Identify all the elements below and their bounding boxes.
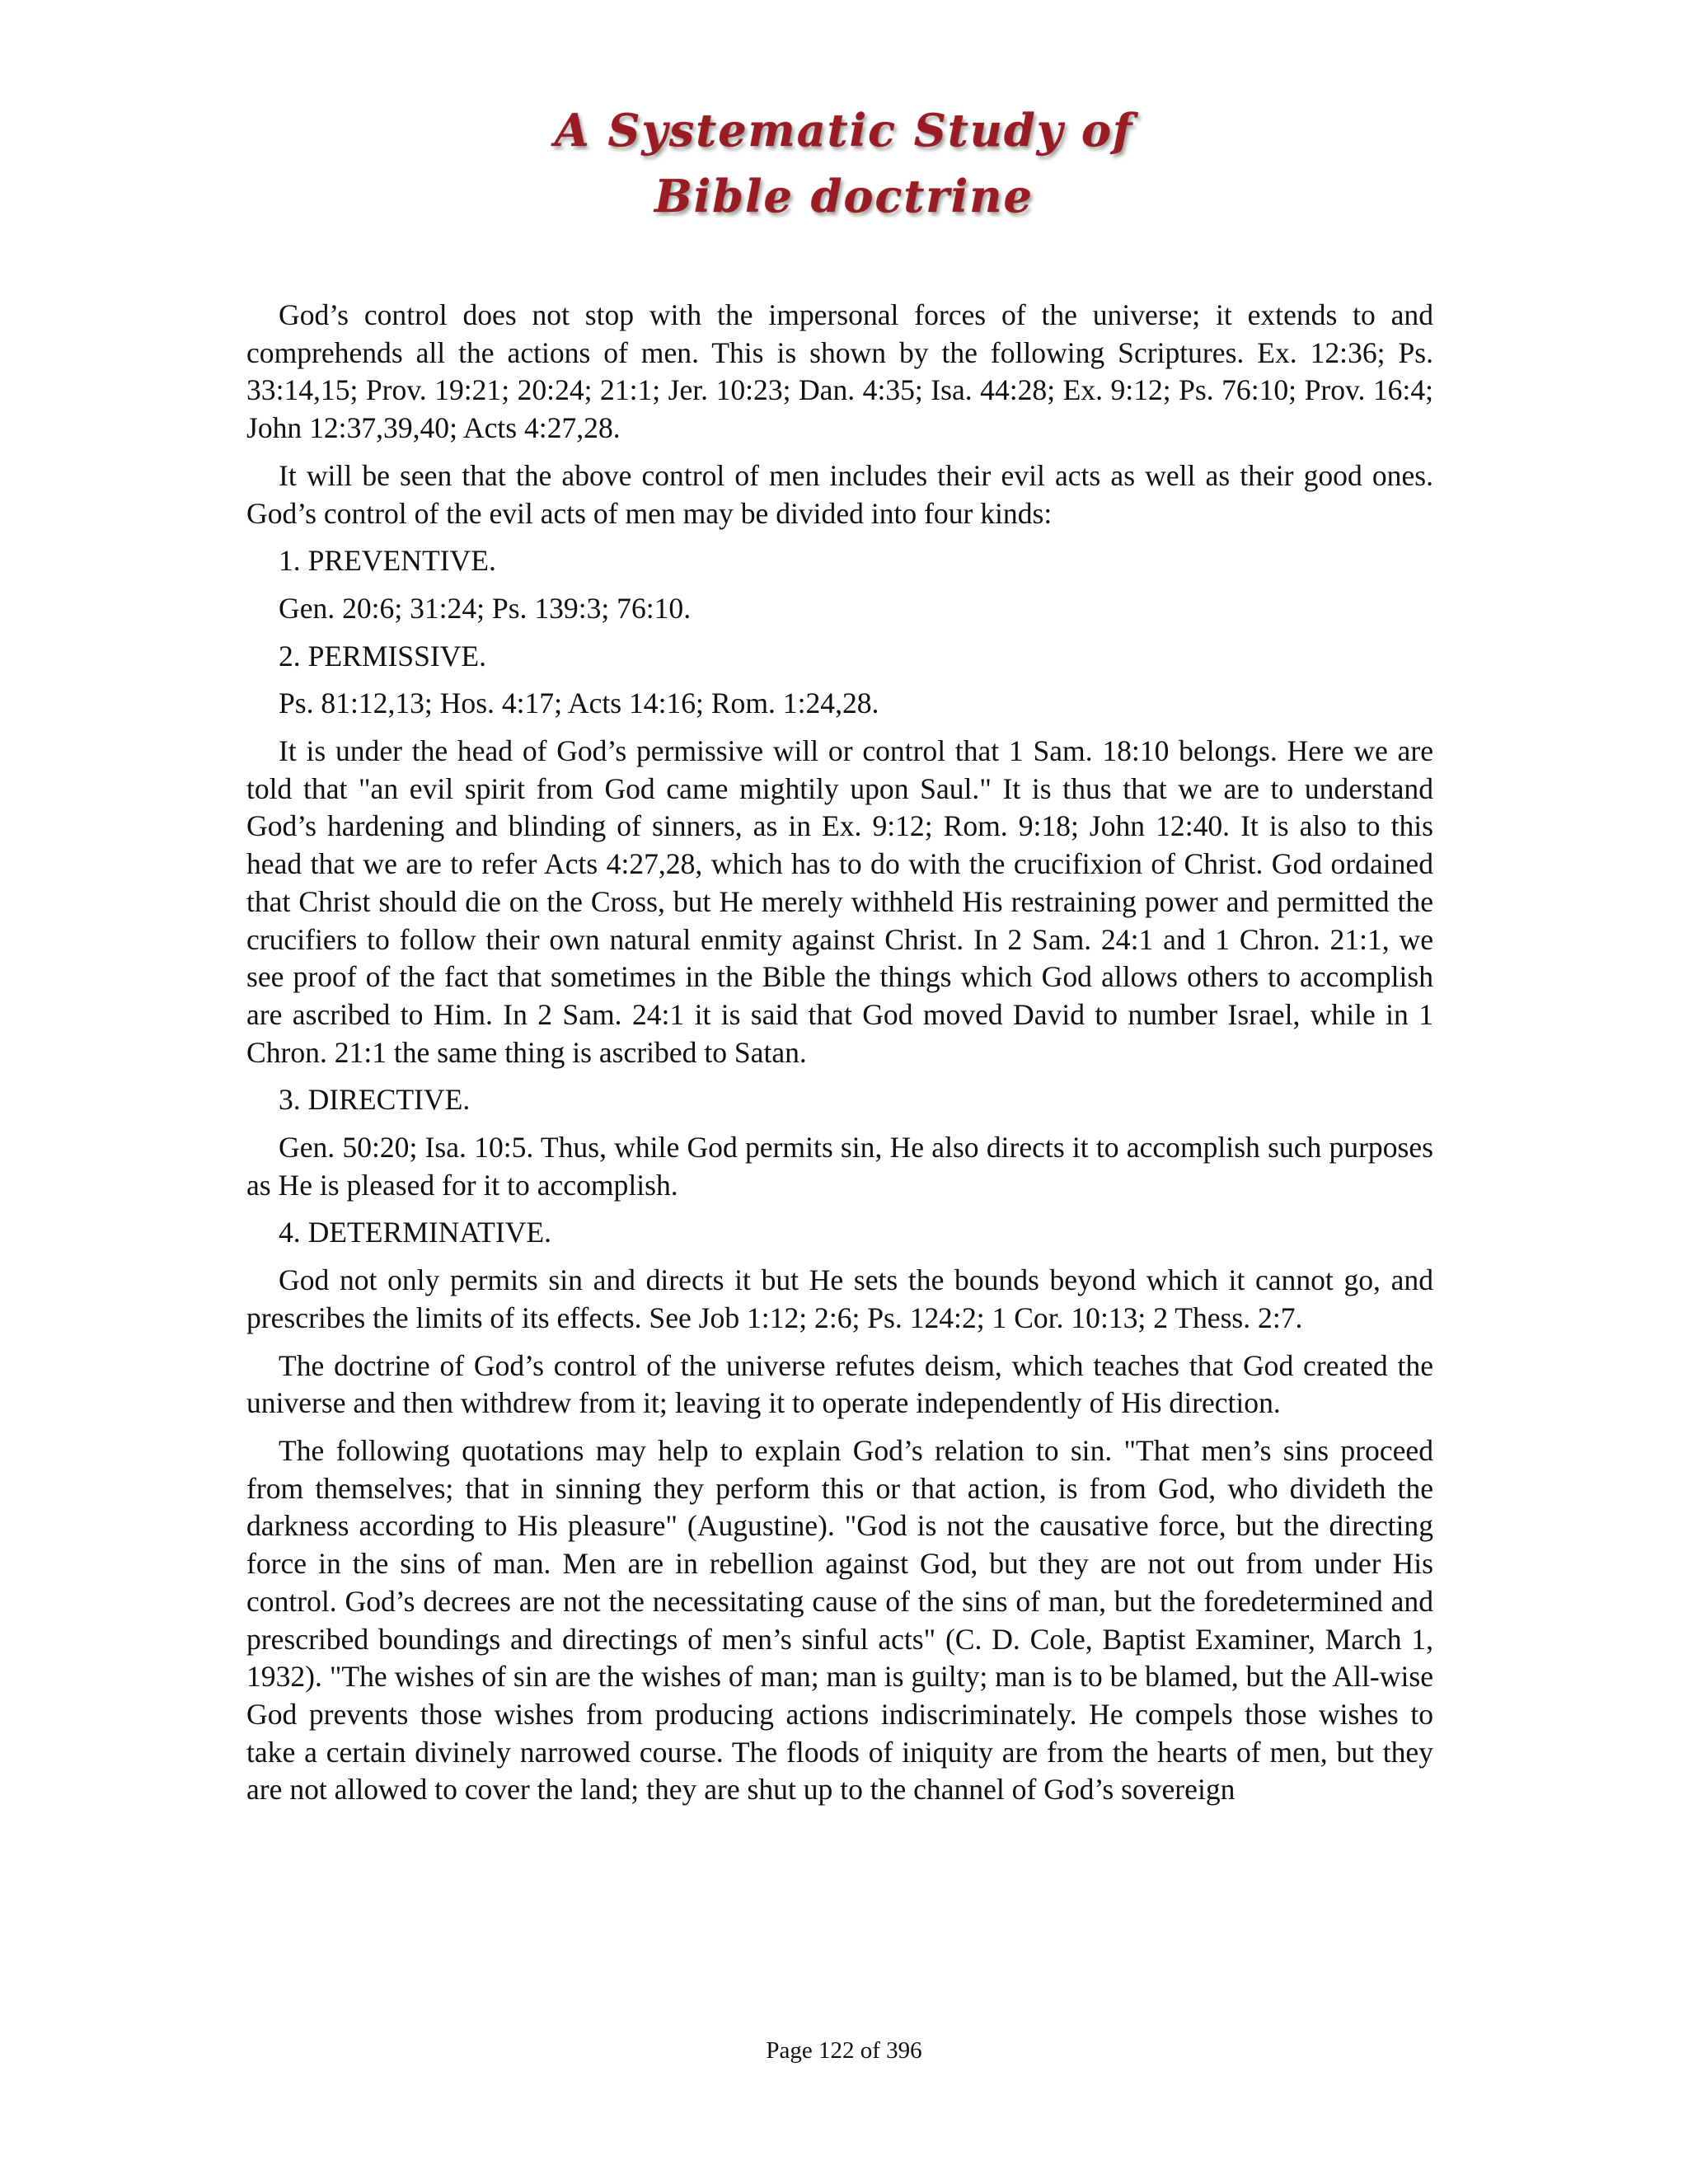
header-title-line-1: A Systematic Study of xyxy=(554,104,1134,157)
paragraph: God’s control does not stop with the impersonal forces of the universe; it extends to and comprehends all the actions of men. This is shown by the following Scriptures. Ex. 12:36; Ps. 33:14,15; Prov. 19:21; 20:24; 21:1; Jer. 10:23; Dan. 4:35; Isa. 44:28; Ex. 9:12; Ps. 76:10; Prov. 16:4; John 12:37,39,40; Acts 4:27,28. xyxy=(246,298,1433,445)
paragraph: Ps. 81:12,13; Hos. 4:17; Acts 14:16; Rom. 1:24,28. xyxy=(279,687,879,720)
paragraph: Gen. 20:6; 31:24; Ps. 139:3; 76:10. xyxy=(279,591,692,625)
section-heading-directive: 3. DIRECTIVE. xyxy=(279,1083,471,1117)
page-body xyxy=(246,297,1433,1819)
page-number: Page 122 of 396 xyxy=(766,2037,922,2064)
paragraph: God not only permits sin and directs it but He sets the bounds beyond which it cannot go, and prescribes the limits of its effects. See Job 1:12; 2:6; Ps. 124:2; 1 Cor. 10:13; 2 Thess. 2:7. xyxy=(246,1263,1433,1334)
section-heading-permissive: 2. PERMISSIVE. xyxy=(279,639,487,673)
paragraph: The doctrine of God’s control of the universe refutes deism, which teaches that God created the universe and then withdrew from it; leaving it to operate independently of His direction. xyxy=(246,1348,1433,1420)
paragraph: Gen. 50:20; Isa. 10:5. Thus, while God permits sin, He also directs it to accomplish such purposes as He is pleased for it to accomplish. xyxy=(246,1131,1433,1202)
page-header xyxy=(0,97,1688,229)
section-heading-preventive: 1. PREVENTIVE. xyxy=(279,544,496,578)
header-title-line-2: Bible doctrine xyxy=(654,170,1034,223)
paragraph: It is under the head of God’s permissive will or control that 1 Sam. 18:10 belongs. Here we are told that "an evil spirit from God came mightily upon Saul." It is thus that we are to understand God’s hardening and blinding of sinners, as in Ex. 9:12; Rom. 9:18; John 12:40. It is also to this head that we are to refer Acts 4:27,28, which has to do with the crucifixion of Christ. God ordained that Christ should die on the Cross, but He merely withheld His restraining power and permitted the crucifiers to follow their own natural enmity against Christ. In 2 Sam. 24:1 and 1 Chron. 21:1, we see proof of the fact that sometimes in the Bible the things which God allows others to accomplish are ascribed to Him. In 2 Sam. 24:1 it is said that God moved David to number Israel, while in 1 Chron. 21:1 the same thing is ascribed to Satan. xyxy=(246,734,1433,1069)
section-heading-determinative: 4. DETERMINATIVE. xyxy=(279,1216,552,1249)
paragraph: It will be seen that the above control of men includes their evil acts as well as their good ones. God’s control of the evil acts of men may be divided into four kinds: xyxy=(246,458,1433,530)
paragraph: The following quotations may help to explain God’s relation to sin. "That men’s sins proceed from themselves; that in sinning they perform this or that action, is from God, who divideth the darkness according to His pleasure" (Augustine). "God is not the causative force, but the directing force in the sins of man. Men are in rebellion against God, but they are not out from under His control. God’s decrees are not the necessitating cause of the sins of man, but the foredetermined and prescribed boundings and directings of men’s sinful acts" (C. D. Cole, Baptist Examiner, March 1, 1932). "The wishes of sin are the wishes of man; man is guilty; man is to be blamed, but the All-wise God prevents those wishes from producing actions indiscriminately. He compels those wishes to take a certain divinely narrowed course. The floods of iniquity are from the hearts of men, but they are not allowed to cover the land; they are shut up to the channel of God’s sovereign xyxy=(246,1433,1433,1807)
